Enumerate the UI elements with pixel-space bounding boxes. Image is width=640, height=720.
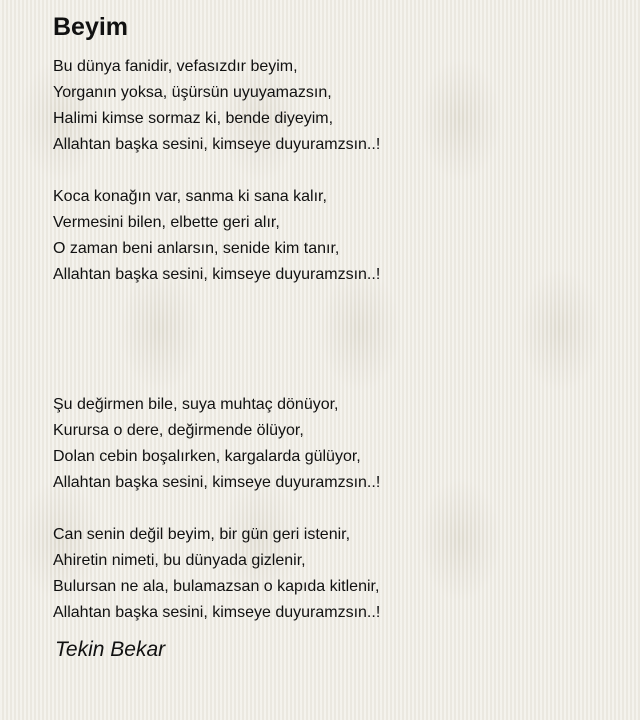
ad-space-gap — [53, 288, 613, 392]
poem-line: Vermesini bilen, elbette geri alır, — [53, 214, 280, 231]
poem-line: Şu değirmen bile, suya muhtaç dönüyor, — [53, 396, 339, 413]
stanza-gap — [53, 158, 613, 184]
poem-title: Beyim — [53, 13, 129, 41]
poem-line: Allahtan başka sesini, kimseye duyuramzsın..! — [53, 474, 381, 491]
stanza-1 — [53, 54, 613, 158]
stanza-2 — [53, 184, 613, 288]
poem-line: Dolan cebin boşalırken, kargalarda gülüyor, — [53, 448, 361, 465]
poem-line: Yorganın yoksa, üşürsün uyuyamazsın, — [53, 84, 332, 101]
stanza-4 — [53, 522, 613, 626]
poem-line: O zaman beni anlarsın, senide kim tanır, — [53, 240, 340, 257]
poem-line: Bu dünya fanidir, vefasızdır beyim, — [53, 58, 298, 75]
poem-line: Bulursan ne ala, bulamazsan o kapıda kitlenir, — [53, 578, 380, 595]
stanza-3 — [53, 392, 613, 496]
poem-line: Koca konağın var, sanma ki sana kalır, — [53, 188, 327, 205]
poem-line: Kurursa o dere, değirmende ölüyor, — [53, 422, 304, 439]
poem-line: Allahtan başka sesini, kimseye duyuramzsın..! — [53, 136, 381, 153]
poem-author: Tekin Bekar — [55, 638, 166, 661]
poem-container — [53, 12, 613, 664]
poem-line: Allahtan başka sesini, kimseye duyuramzsın..! — [53, 266, 381, 283]
poem-line: Halimi kimse sormaz ki, bende diyeyim, — [53, 110, 334, 127]
poem-line: Allahtan başka sesini, kimseye duyuramzsın..! — [53, 604, 381, 621]
stanza-gap — [53, 496, 613, 522]
poem-line: Ahiretin nimeti, bu dünyada gizlenir, — [53, 552, 306, 569]
poem-line: Can senin değil beyim, bir gün geri istenir, — [53, 526, 351, 543]
